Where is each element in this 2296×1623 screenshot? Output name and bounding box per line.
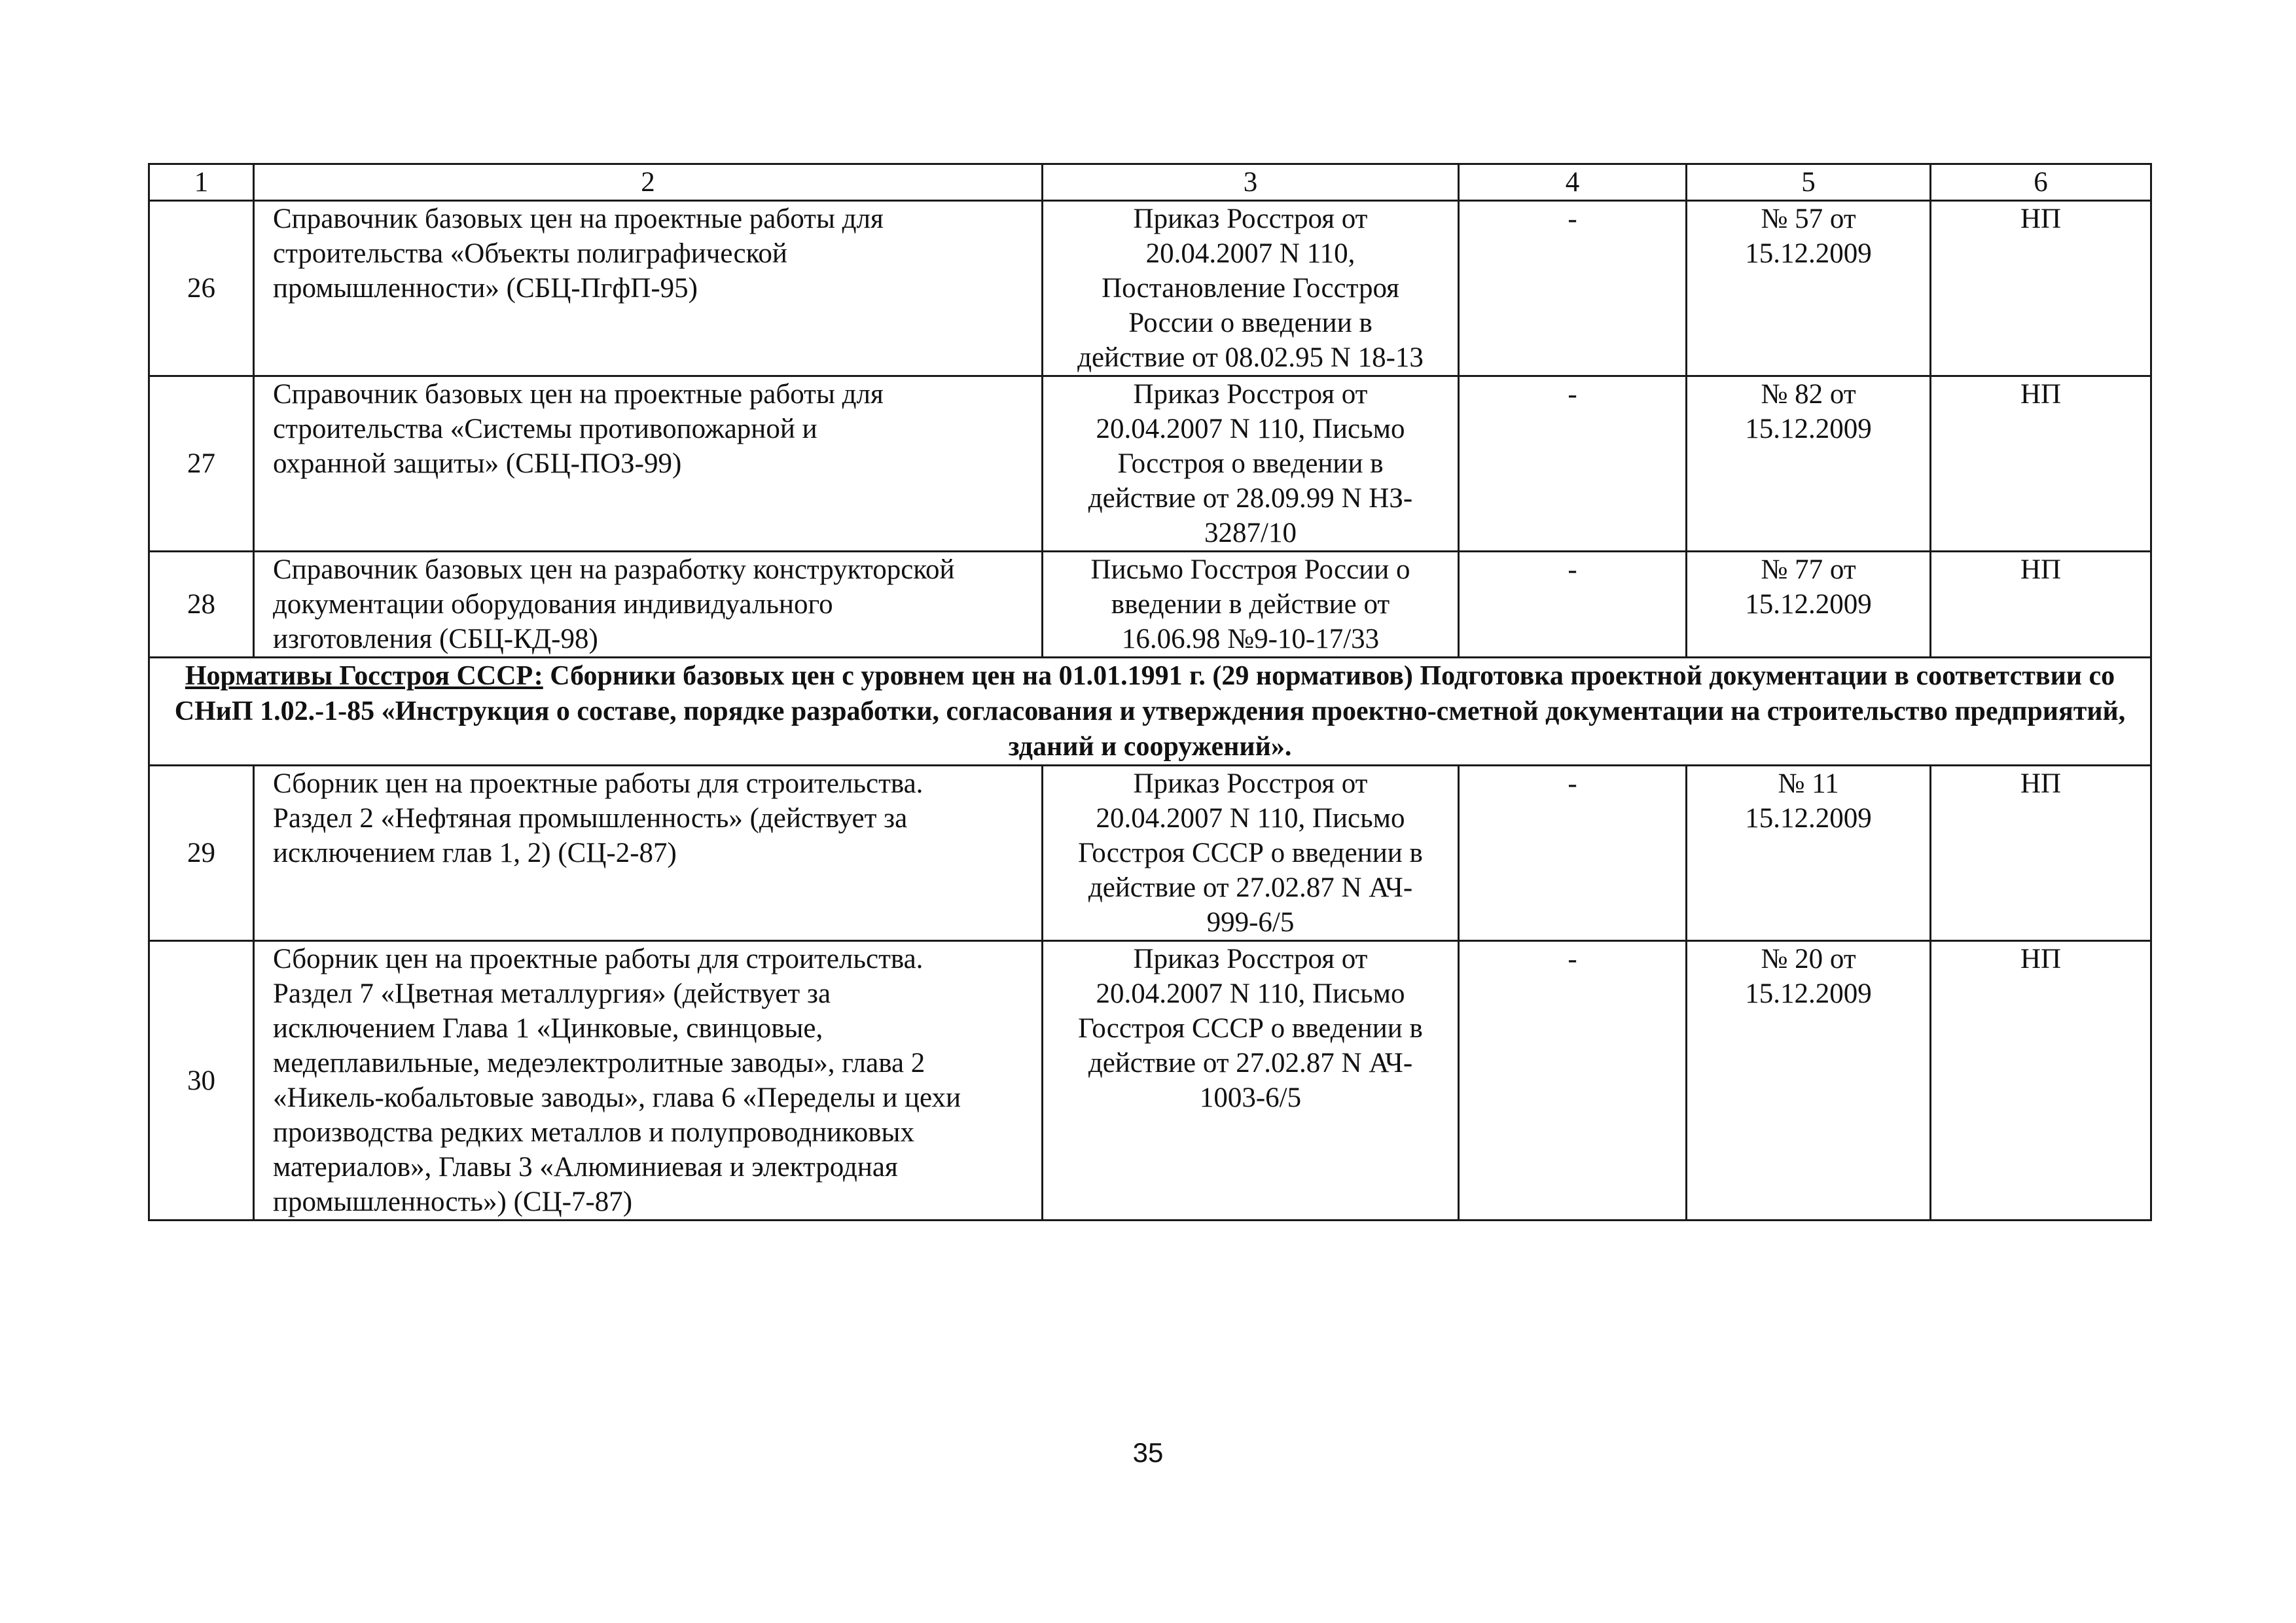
document-title-line: охранной защиты» (СБЦ-ПОЗ-99): [273, 448, 682, 479]
approval-act: [1043, 201, 1459, 376]
approval-act-line: Госстроя о введении в: [1117, 448, 1384, 479]
table-row: [149, 376, 2151, 552]
approval-act-line: 3287/10: [1204, 518, 1297, 548]
section-heading-row: [149, 658, 2151, 766]
column-number-row: [149, 164, 2151, 201]
registration-number: [1687, 552, 1931, 658]
document-title-line: Раздел 7 «Цветная металлургия» (действует за: [273, 978, 831, 1009]
approval-act: [1043, 552, 1459, 658]
registration-number: [1687, 941, 1931, 1221]
table-body: [149, 164, 2151, 1221]
document-title-line: исключением Глава 1 «Цинковые, свинцовые,: [273, 1013, 823, 1044]
document-title-line: исключением глав 1, 2) (СЦ-2-87): [273, 838, 677, 868]
registration-line: 15.12.2009: [1745, 238, 1872, 269]
approval-act-line: действие от 27.02.87 N АЧ-: [1088, 1048, 1413, 1079]
document-title-line: Справочник базовых цен на разработку конструкторской: [273, 554, 955, 585]
document-title: [254, 376, 1043, 552]
document-title-line: Сборник цен на проектные работы для строительства.: [273, 768, 924, 799]
row-number: 30: [149, 941, 254, 1221]
approval-act-line: действие от 27.02.87 N АЧ-: [1088, 872, 1413, 903]
document-title-line: строительства «Объекты полиграфической: [273, 238, 787, 269]
document-title: [254, 766, 1043, 941]
section-lead: Нормативы Госстроя СССР:: [185, 661, 543, 691]
approval-act: [1043, 376, 1459, 552]
document-title-line: медеплавильные, медеэлектролитные заводы», глава 2: [273, 1048, 925, 1079]
table-row: [149, 552, 2151, 658]
document-title-line: изготовления (СБЦ-КД-98): [273, 624, 598, 654]
approval-act-line: Госстроя СССР о введении в: [1078, 1013, 1423, 1044]
document-title: [254, 941, 1043, 1221]
column-number: 3: [1043, 164, 1459, 201]
approval-act-line: 1003-6/5: [1199, 1082, 1302, 1113]
document-title-line: Раздел 2 «Нефтяная промышленность» (действует за: [273, 803, 908, 834]
registration-line: № 82 от: [1761, 379, 1856, 410]
document-title-line: производства редких металлов и полупроводниковых: [273, 1117, 914, 1148]
column-number: 1: [149, 164, 254, 201]
row-number: 29: [149, 766, 254, 941]
column-number: 2: [254, 164, 1043, 201]
normative-table: [148, 163, 2152, 1221]
column-4-value: -: [1459, 941, 1687, 1221]
registration-number: [1687, 201, 1931, 376]
approval-act-line: 20.04.2007 N 110,: [1145, 238, 1355, 269]
document-title-line: документации оборудования индивидуального: [273, 589, 833, 620]
registration-line: № 20 от: [1761, 944, 1856, 974]
approval-act-line: 16.06.98 №9-10-17/33: [1121, 624, 1380, 654]
document-title-line: строительства «Системы противопожарной и: [273, 414, 817, 444]
approval-act-line: введении в действие от: [1111, 589, 1390, 620]
registration-line: № 11: [1778, 768, 1839, 799]
approval-act-line: Письмо Госстроя России о: [1090, 554, 1410, 585]
approval-act-line: Приказ Росстроя от: [1133, 768, 1368, 799]
approval-act-line: Приказ Росстроя от: [1133, 944, 1368, 974]
column-number: 6: [1931, 164, 2151, 201]
approval-act-line: Госстроя СССР о введении в: [1078, 838, 1423, 868]
approval-act-line: действие от 28.09.99 N НЗ-: [1088, 483, 1413, 514]
document-title: [254, 201, 1043, 376]
document-title-line: Справочник базовых цен на проектные работы для: [273, 379, 884, 410]
table-row: [149, 766, 2151, 941]
approval-act-line: России о введении в: [1128, 308, 1372, 338]
column-4-value: -: [1459, 552, 1687, 658]
approval-act-line: Приказ Росстроя от: [1133, 379, 1368, 410]
registration-number: [1687, 376, 1931, 552]
approval-act-line: 999-6/5: [1206, 907, 1295, 938]
row-number: 28: [149, 552, 254, 658]
section-text: Сборники базовых цен с уровнем цен на 01.01.1991 г. (29 нормативов) Подготовка проектной документации в соответствии со СНиП 1.02.-1-85 «Инструкция о составе, порядке разработки, согласования и утверждения проектно-сметной документации на строительство предприятий, зданий и сооружений».: [174, 661, 2126, 762]
document-title-line: промышленности» (СБЦ-ПгфП-95): [273, 273, 698, 304]
column-4-value: -: [1459, 201, 1687, 376]
approval-act-line: действие от 08.02.95 N 18-13: [1077, 342, 1424, 373]
column-4-value: -: [1459, 766, 1687, 941]
column-4-value: -: [1459, 376, 1687, 552]
status-code: НП: [1931, 376, 2151, 552]
document-title-line: Сборник цен на проектные работы для строительства.: [273, 944, 924, 974]
status-code: НП: [1931, 766, 2151, 941]
document-title: [254, 552, 1043, 658]
section-heading: [149, 658, 2151, 766]
approval-act-line: Приказ Росстроя от: [1133, 204, 1368, 234]
registration-line: 15.12.2009: [1745, 978, 1872, 1009]
row-number: 27: [149, 376, 254, 552]
registration-line: 15.12.2009: [1745, 803, 1872, 834]
status-code: НП: [1931, 552, 2151, 658]
column-number: 5: [1687, 164, 1931, 201]
registration-line: № 77 от: [1761, 554, 1856, 585]
registration-line: 15.12.2009: [1745, 414, 1872, 444]
status-code: НП: [1931, 201, 2151, 376]
approval-act: [1043, 766, 1459, 941]
status-code: НП: [1931, 941, 2151, 1221]
approval-act-line: Постановление Госстроя: [1102, 273, 1399, 304]
approval-act-line: 20.04.2007 N 110, Письмо: [1096, 803, 1405, 834]
approval-act-line: 20.04.2007 N 110, Письмо: [1096, 414, 1405, 444]
page-number: 35: [1132, 1437, 1164, 1468]
document-title-line: промышленность») (СЦ-7-87): [273, 1186, 633, 1217]
column-number: 4: [1459, 164, 1687, 201]
document-title-line: «Никель-кобальтовые заводы», глава 6 «Переделы и цехи: [273, 1082, 961, 1113]
document-title-line: материалов», Главы 3 «Алюминиевая и электродная: [273, 1152, 898, 1183]
approval-act: [1043, 941, 1459, 1221]
document-title-line: Справочник базовых цен на проектные работы для: [273, 204, 884, 234]
table-row: [149, 941, 2151, 1221]
table-row: [149, 201, 2151, 376]
registration-line: № 57 от: [1761, 204, 1856, 234]
registration-line: 15.12.2009: [1745, 589, 1872, 620]
approval-act-line: 20.04.2007 N 110, Письмо: [1096, 978, 1405, 1009]
row-number: 26: [149, 201, 254, 376]
registration-number: [1687, 766, 1931, 941]
